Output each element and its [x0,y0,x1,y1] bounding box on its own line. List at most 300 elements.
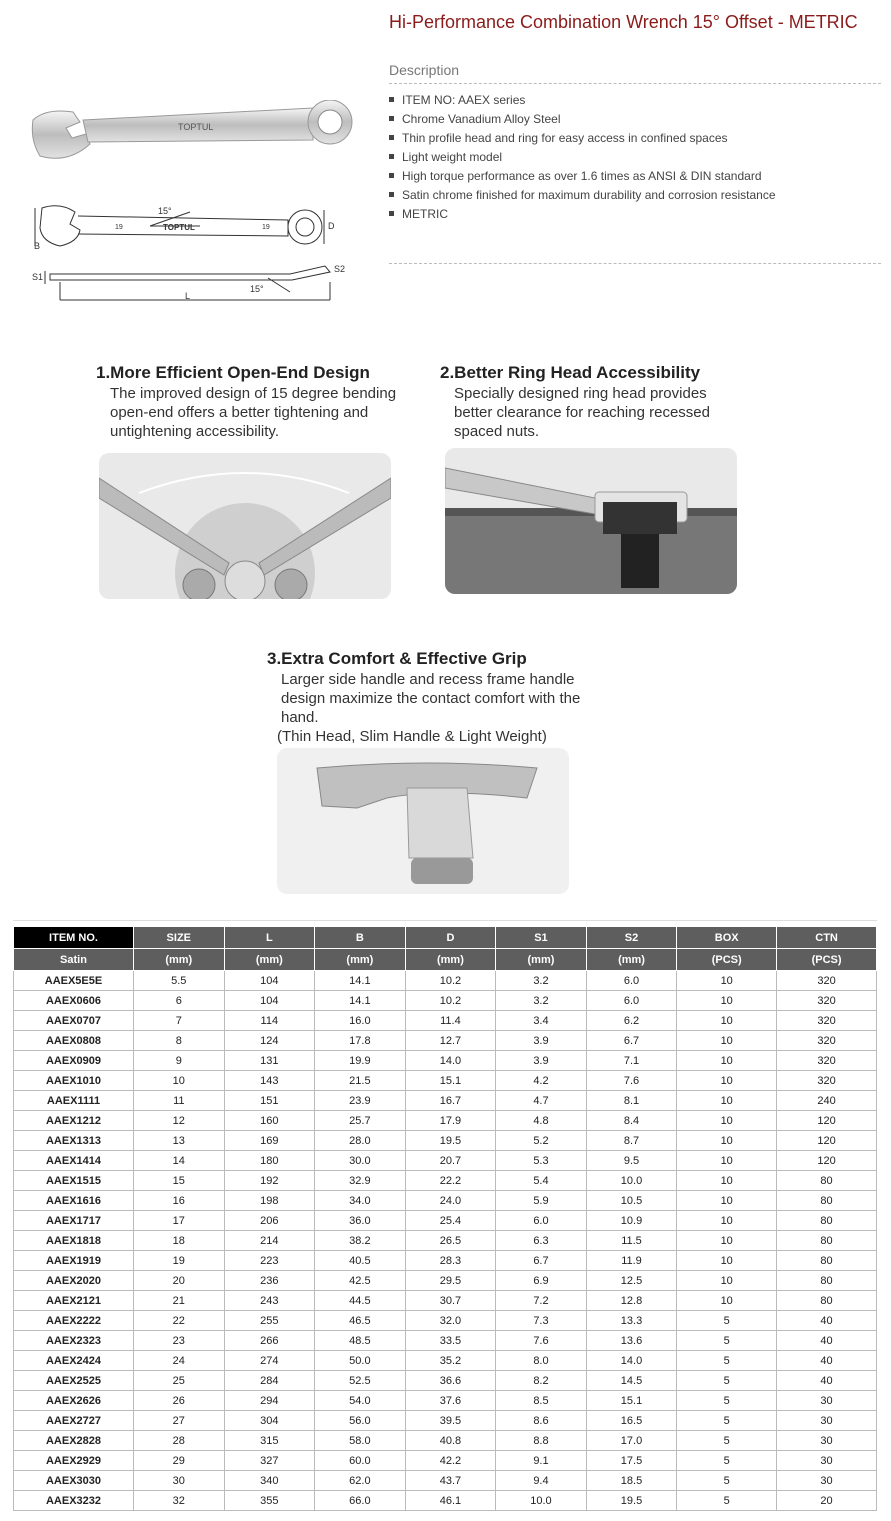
cell-b: 28.0 [315,1131,406,1151]
diagram-label-s2: S2 [334,264,346,274]
cell-l: 180 [224,1151,315,1171]
table-row [14,1211,877,1231]
cell-box: 10 [677,1151,777,1171]
header-box: BOX [677,927,777,949]
cell-d: 37.6 [405,1391,496,1411]
cell-b: 14.1 [315,971,406,991]
cell-l: 327 [224,1451,315,1471]
cell-item-no: AAEX0707 [14,1011,134,1031]
cell-size: 9 [134,1051,225,1071]
cell-box: 10 [677,1091,777,1111]
cell-l: 104 [224,971,315,991]
cell-b: 42.5 [315,1271,406,1291]
cell-item-no: AAEX1616 [14,1191,134,1211]
feature-2-image [445,448,737,594]
cell-box: 10 [677,1111,777,1131]
diagram-label-s1: S1 [32,272,44,282]
cell-d: 26.5 [405,1231,496,1251]
header-size: SIZE [134,927,225,949]
cell-b: 25.7 [315,1111,406,1131]
subheader-unit: (PCS) [677,949,777,971]
cell-l: 284 [224,1371,315,1391]
feature-3-text: Larger side handle and recess frame handle design maximize the contact comfort with the hand. [281,671,581,726]
cell-d: 33.5 [405,1331,496,1351]
cell-s1: 7.6 [496,1331,587,1351]
subheader-finish: Satin [14,949,134,971]
cell-d: 10.2 [405,971,496,991]
cell-item-no: AAEX3030 [14,1471,134,1491]
cell-ctn: 80 [777,1211,877,1231]
cell-box: 10 [677,1171,777,1191]
cell-size: 22 [134,1311,225,1331]
cell-l: 104 [224,991,315,1011]
cell-s1: 4.2 [496,1071,587,1091]
table-row [14,1231,877,1251]
cell-s1: 8.8 [496,1431,587,1451]
cell-ctn: 80 [777,1231,877,1251]
subheader-unit: (mm) [496,949,587,971]
cell-size: 12 [134,1111,225,1131]
cell-s1: 9.1 [496,1451,587,1471]
cell-ctn: 80 [777,1191,877,1211]
cell-size: 29 [134,1451,225,1471]
cell-item-no: AAEX1515 [14,1171,134,1191]
cell-b: 50.0 [315,1351,406,1371]
cell-ctn: 20 [777,1491,877,1511]
cell-item-no: AAEX5E5E [14,971,134,991]
cell-s2: 6.7 [586,1031,677,1051]
cell-box: 10 [677,991,777,1011]
bullet-item: METRIC [389,205,776,224]
bullet-item: ITEM NO: AAEX series [389,91,776,110]
cell-item-no: AAEX3232 [14,1491,134,1511]
cell-b: 44.5 [315,1291,406,1311]
table-row [14,1051,877,1071]
cell-size: 21 [134,1291,225,1311]
cell-d: 46.1 [405,1491,496,1511]
cell-ctn: 120 [777,1111,877,1131]
table-row [14,1011,877,1031]
header-item-no: ITEM NO. [14,927,134,949]
wrench-technical-diagram [30,200,360,305]
cell-l: 143 [224,1071,315,1091]
bullet-item: Thin profile head and ring for easy access in confined spaces [389,129,776,148]
table-row [14,1331,877,1351]
cell-d: 43.7 [405,1471,496,1491]
cell-ctn: 120 [777,1151,877,1171]
diagram-size-right: 19 [262,224,270,231]
cell-box: 5 [677,1351,777,1371]
cell-s2: 17.0 [586,1431,677,1451]
cell-ctn: 320 [777,1051,877,1071]
cell-item-no: AAEX2929 [14,1451,134,1471]
cell-s1: 5.4 [496,1171,587,1191]
cell-item-no: AAEX1717 [14,1211,134,1231]
cell-ctn: 40 [777,1311,877,1331]
cell-item-no: AAEX2626 [14,1391,134,1411]
table-row [14,1491,877,1511]
cell-item-no: AAEX2828 [14,1431,134,1451]
subheader-unit: (mm) [586,949,677,971]
cell-b: 40.5 [315,1251,406,1271]
diagram-size-left: 19 [115,224,123,231]
cell-b: 54.0 [315,1391,406,1411]
cell-size: 14 [134,1151,225,1171]
cell-item-no: AAEX1818 [14,1231,134,1251]
cell-b: 16.0 [315,1011,406,1031]
cell-box: 10 [677,1131,777,1151]
cell-size: 18 [134,1231,225,1251]
cell-b: 48.5 [315,1331,406,1351]
cell-box: 5 [677,1331,777,1351]
cell-l: 243 [224,1291,315,1311]
cell-item-no: AAEX2222 [14,1311,134,1331]
cell-item-no: AAEX2727 [14,1411,134,1431]
cell-ctn: 80 [777,1171,877,1191]
table-row [14,1351,877,1371]
cell-item-no: AAEX2424 [14,1351,134,1371]
cell-size: 10 [134,1071,225,1091]
bullet-item: Chrome Vanadium Alloy Steel [389,110,776,129]
cell-s2: 18.5 [586,1471,677,1491]
cell-ctn: 30 [777,1471,877,1491]
cell-size: 7 [134,1011,225,1031]
cell-ctn: 40 [777,1371,877,1391]
feature-3-image [277,748,569,894]
cell-item-no: AAEX0808 [14,1031,134,1051]
cell-ctn: 30 [777,1391,877,1411]
cell-s1: 8.0 [496,1351,587,1371]
feature-1-text: The improved design of 15 degree bending open-end offers a better tightening and untightening accessibility. [110,385,397,440]
bullet-square-icon [389,192,394,197]
cell-size: 24 [134,1351,225,1371]
cell-l: 169 [224,1131,315,1151]
cell-s2: 8.4 [586,1111,677,1131]
cell-s1: 10.0 [496,1491,587,1511]
cell-s2: 19.5 [586,1491,677,1511]
cell-b: 30.0 [315,1151,406,1171]
subheader-unit: (mm) [405,949,496,971]
cell-d: 17.9 [405,1111,496,1131]
cell-b: 52.5 [315,1371,406,1391]
table-row [14,971,877,991]
cell-size: 32 [134,1491,225,1511]
cell-ctn: 40 [777,1331,877,1351]
cell-d: 20.7 [405,1151,496,1171]
cell-item-no: AAEX0909 [14,1051,134,1071]
table-row [14,1291,877,1311]
product-title: Hi-Performance Combination Wrench 15° Offset - METRIC [389,12,858,32]
cell-b: 14.1 [315,991,406,1011]
cell-size: 15 [134,1171,225,1191]
cell-box: 5 [677,1431,777,1451]
cell-item-no: AAEX2020 [14,1271,134,1291]
cell-item-no: AAEX1414 [14,1151,134,1171]
cell-l: 151 [224,1091,315,1111]
cell-d: 28.3 [405,1251,496,1271]
cell-b: 46.5 [315,1311,406,1331]
cell-size: 27 [134,1411,225,1431]
cell-d: 32.0 [405,1311,496,1331]
cell-ctn: 30 [777,1451,877,1471]
table-row [14,1271,877,1291]
cell-ctn: 80 [777,1291,877,1311]
cell-s2: 13.3 [586,1311,677,1331]
cell-b: 21.5 [315,1071,406,1091]
table-row [14,1091,877,1111]
cell-ctn: 80 [777,1271,877,1291]
header-d: D [405,927,496,949]
cell-ctn: 120 [777,1131,877,1151]
cell-l: 114 [224,1011,315,1031]
header-l: L [224,927,315,949]
cell-box: 10 [677,1071,777,1091]
cell-box: 10 [677,1031,777,1051]
bullet-square-icon [389,135,394,140]
cell-s1: 9.4 [496,1471,587,1491]
cell-ctn: 320 [777,991,877,1011]
cell-s1: 3.4 [496,1011,587,1031]
table-row [14,1171,877,1191]
cell-b: 17.8 [315,1031,406,1051]
cell-size: 16 [134,1191,225,1211]
diagram-brand: TOPTUL [163,223,195,232]
cell-b: 58.0 [315,1431,406,1451]
cell-size: 5.5 [134,971,225,991]
cell-s1: 3.9 [496,1051,587,1071]
cell-ctn: 320 [777,971,877,991]
cell-s1: 6.9 [496,1271,587,1291]
cell-l: 124 [224,1031,315,1051]
table-row [14,1131,877,1151]
cell-box: 10 [677,1231,777,1251]
cell-box: 10 [677,1291,777,1311]
cell-size: 20 [134,1271,225,1291]
bullet-square-icon [389,173,394,178]
cell-l: 223 [224,1251,315,1271]
cell-ctn: 40 [777,1351,877,1371]
diagram-label-l: L [185,291,191,301]
cell-item-no: AAEX2121 [14,1291,134,1311]
cell-box: 5 [677,1391,777,1411]
cell-size: 19 [134,1251,225,1271]
cell-l: 304 [224,1411,315,1431]
bullet-square-icon [389,211,394,216]
cell-item-no: AAEX2525 [14,1371,134,1391]
description-divider-top [389,83,881,84]
cell-box: 10 [677,1191,777,1211]
cell-s2: 8.7 [586,1131,677,1151]
cell-item-no: AAEX1010 [14,1071,134,1091]
cell-b: 32.9 [315,1171,406,1191]
cell-l: 236 [224,1271,315,1291]
subheader-unit: (mm) [134,949,225,971]
cell-b: 34.0 [315,1191,406,1211]
table-subheader-row [14,949,877,971]
cell-item-no: AAEX1212 [14,1111,134,1131]
cell-size: 23 [134,1331,225,1351]
header-s1: S1 [496,927,587,949]
cell-d: 15.1 [405,1071,496,1091]
cell-s2: 16.5 [586,1411,677,1431]
cell-d: 36.6 [405,1371,496,1391]
bullet-square-icon [389,116,394,121]
subheader-unit: (mm) [224,949,315,971]
cell-d: 39.5 [405,1411,496,1431]
cell-s1: 6.7 [496,1251,587,1271]
cell-s2: 10.0 [586,1171,677,1191]
cell-l: 340 [224,1471,315,1491]
feature-3-title: 3.Extra Comfort & Effective Grip [267,649,527,668]
cell-s2: 8.1 [586,1091,677,1111]
cell-b: 66.0 [315,1491,406,1511]
cell-box: 5 [677,1411,777,1431]
cell-l: 160 [224,1111,315,1131]
cell-s2: 6.0 [586,991,677,1011]
feature-1-image [99,453,391,599]
header-s2: S2 [586,927,677,949]
cell-l: 198 [224,1191,315,1211]
cell-l: 315 [224,1431,315,1451]
description-divider-bottom [389,263,881,264]
cell-s1: 6.3 [496,1231,587,1251]
cell-s2: 10.9 [586,1211,677,1231]
cell-l: 255 [224,1311,315,1331]
cell-s1: 3.2 [496,991,587,1011]
table-row [14,1071,877,1091]
cell-item-no: AAEX2323 [14,1331,134,1351]
cell-s2: 15.1 [586,1391,677,1411]
subheader-unit: (mm) [315,949,406,971]
cell-box: 10 [677,1011,777,1031]
cell-s1: 8.6 [496,1411,587,1431]
cell-l: 206 [224,1211,315,1231]
cell-ctn: 320 [777,1011,877,1031]
cell-ctn: 240 [777,1091,877,1111]
cell-size: 26 [134,1391,225,1411]
feature-3-note: (Thin Head, Slim Handle & Light Weight) [277,728,547,745]
wrench-product-image [28,100,358,170]
cell-s1: 5.3 [496,1151,587,1171]
cell-s1: 8.2 [496,1371,587,1391]
cell-s1: 6.0 [496,1211,587,1231]
cell-size: 28 [134,1431,225,1451]
cell-b: 62.0 [315,1471,406,1491]
cell-size: 6 [134,991,225,1011]
cell-s2: 12.8 [586,1291,677,1311]
cell-s2: 6.2 [586,1011,677,1031]
table-row [14,1031,877,1051]
bullet-square-icon [389,154,394,159]
cell-s1: 7.2 [496,1291,587,1311]
cell-s2: 7.6 [586,1071,677,1091]
cell-b: 23.9 [315,1091,406,1111]
spec-table [13,926,877,1511]
cell-s1: 3.2 [496,971,587,991]
cell-l: 192 [224,1171,315,1191]
cell-s2: 17.5 [586,1451,677,1471]
feature-2-text: Specially designed ring head provides better clearance for reaching recessed spaced nuts. [454,385,710,440]
cell-b: 19.9 [315,1051,406,1071]
cell-box: 10 [677,1251,777,1271]
cell-s2: 9.5 [586,1151,677,1171]
cell-d: 40.8 [405,1431,496,1451]
cell-s1: 4.7 [496,1091,587,1111]
table-row [14,1411,877,1431]
cell-s2: 14.5 [586,1371,677,1391]
cell-d: 19.5 [405,1131,496,1151]
cell-d: 35.2 [405,1351,496,1371]
table-row [14,991,877,1011]
cell-size: 17 [134,1211,225,1231]
cell-l: 355 [224,1491,315,1511]
cell-d: 22.2 [405,1171,496,1191]
cell-l: 266 [224,1331,315,1351]
cell-size: 13 [134,1131,225,1151]
cell-box: 5 [677,1491,777,1511]
cell-item-no: AAEX1313 [14,1131,134,1151]
cell-b: 60.0 [315,1451,406,1471]
cell-s2: 7.1 [586,1051,677,1071]
subheader-unit: (PCS) [777,949,877,971]
cell-box: 5 [677,1471,777,1491]
cell-d: 25.4 [405,1211,496,1231]
cell-ctn: 80 [777,1251,877,1271]
description-bullet-list [389,91,776,224]
table-row [14,1311,877,1331]
cell-box: 5 [677,1451,777,1471]
cell-s1: 8.5 [496,1391,587,1411]
table-row [14,1451,877,1471]
header-b: B [315,927,406,949]
bullet-item: High torque performance as over 1.6 times as ANSI & DIN standard [389,167,776,186]
diagram-angle-top: 15° [158,206,172,216]
table-row [14,1191,877,1211]
cell-s2: 11.5 [586,1231,677,1251]
header-ctn: CTN [777,927,877,949]
diagram-label-d: D [328,221,335,231]
cell-ctn: 30 [777,1411,877,1431]
diagram-angle-bottom: 15° [250,284,264,294]
cell-l: 131 [224,1051,315,1071]
table-row [14,1111,877,1131]
cell-box: 5 [677,1311,777,1331]
cell-d: 14.0 [405,1051,496,1071]
cell-box: 5 [677,1371,777,1391]
cell-s2: 14.0 [586,1351,677,1371]
cell-size: 11 [134,1091,225,1111]
cell-size: 25 [134,1371,225,1391]
bullet-item: Satin chrome finished for maximum durability and corrosion resistance [389,186,776,205]
table-row [14,1431,877,1451]
cell-s2: 10.5 [586,1191,677,1211]
cell-item-no: AAEX0606 [14,991,134,1011]
description-label: Description [389,62,460,78]
cell-s2: 11.9 [586,1251,677,1271]
table-divider [13,920,877,921]
cell-d: 11.4 [405,1011,496,1031]
table-header-row [14,927,877,949]
cell-b: 36.0 [315,1211,406,1231]
cell-s2: 13.6 [586,1331,677,1351]
cell-size: 30 [134,1471,225,1491]
cell-d: 30.7 [405,1291,496,1311]
cell-d: 12.7 [405,1031,496,1051]
cell-l: 294 [224,1391,315,1411]
table-row [14,1151,877,1171]
wrench-engraving: TOPTUL [178,122,214,132]
cell-d: 10.2 [405,991,496,1011]
